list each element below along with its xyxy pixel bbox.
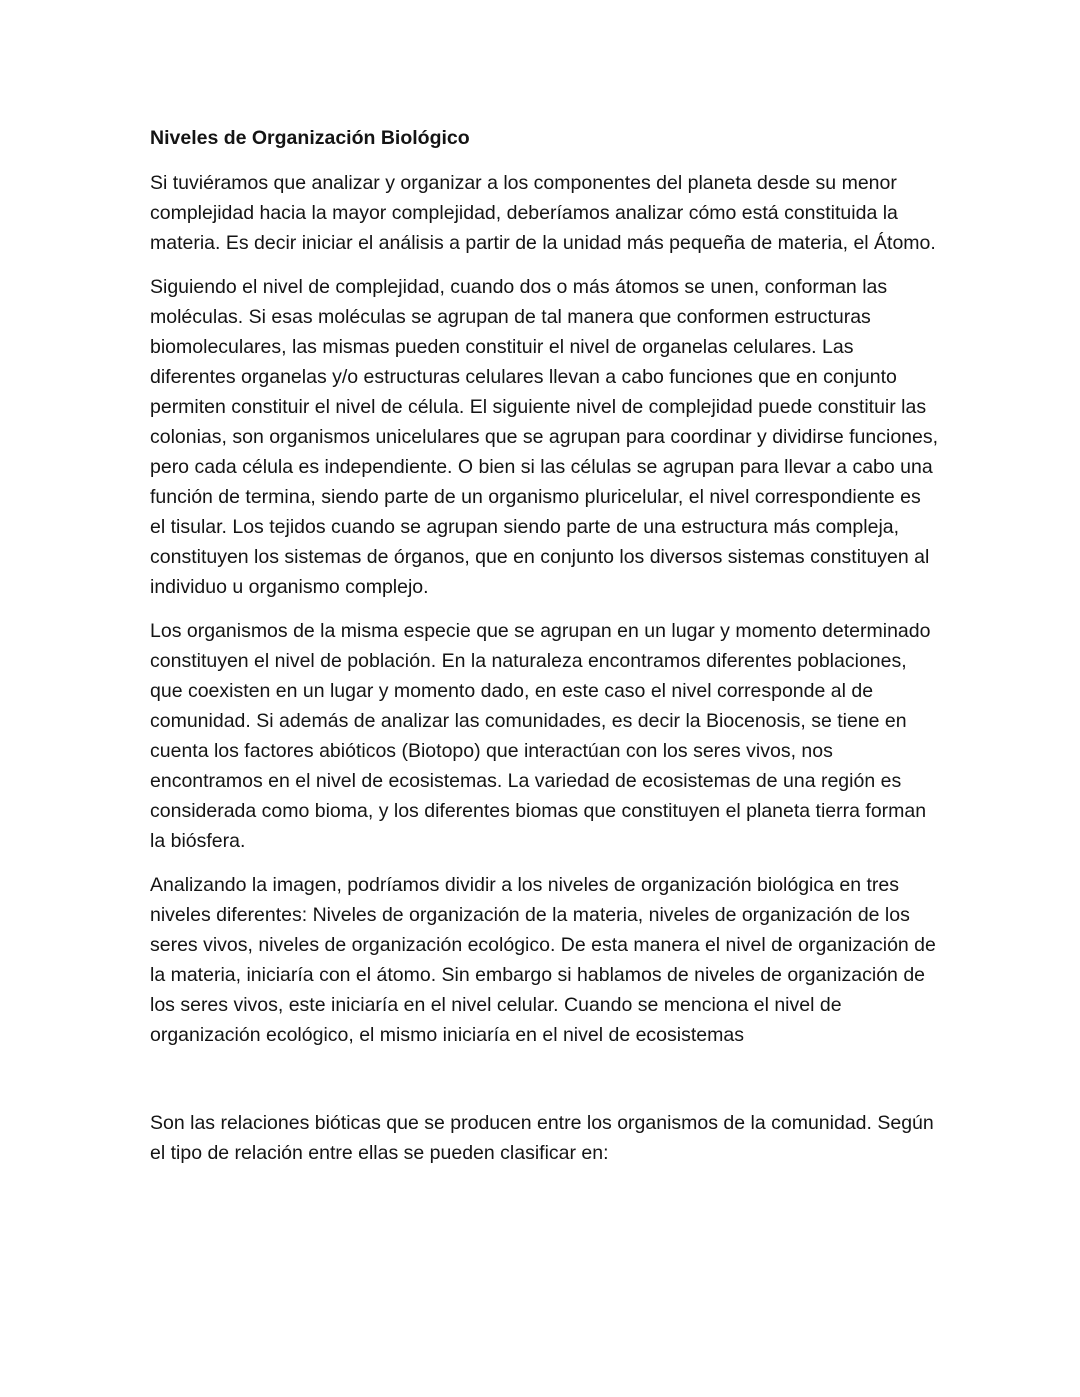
document-page xyxy=(150,124,940,1182)
paragraph-analisis: Analizando la imagen, podríamos dividir a los niveles de organización biológica en tres niveles diferentes: Niveles de organización de la materia, niveles de organización de los seres vivos, niveles de organización ecológico. De esta manera el nivel de organización de la materia, iniciaría con el átomo. Sin embargo si hablamos de niveles de organización de los seres vivos, este iniciaría en el nivel celular. Cuando se menciona el nivel de organización ecológico, el mismo iniciaría en el nivel de ecosistemas xyxy=(150,874,936,1046)
paragraph-poblacion: Los organismos de la misma especie que se agrupan en un lugar y momento determinado constituyen el nivel de población. En la naturaleza encontramos diferentes poblaciones, que coexisten en un lugar y momento dado, en este caso el nivel corresponde al de comunidad. Si además de analizar las comunidades, es decir la Biocenosis, se tiene en cuenta los factores abióticos (Biotopo) que interactúan con los seres vivos, nos encontramos en el nivel de ecosistemas. La variedad de ecosistemas de una región es considerada como bioma, y los diferentes biomas que constituyen el planeta tierra forman la biósfera. xyxy=(150,620,931,852)
paragraph-relaciones: Son las relaciones bióticas que se producen entre los organismos de la comunidad. Según el tipo de relación entre ellas se pueden clasificar en: xyxy=(150,1112,934,1164)
document-title: Niveles de Organización Biológico xyxy=(150,127,470,149)
paragraph-materia: Si tuviéramos que analizar y organizar a los componentes del planeta desde su menor complejidad hacia la mayor complejidad, deberíamos analizar cómo está constituida la materia. Es decir iniciar el análisis a partir de la unidad más pequeña de materia, el Átomo. xyxy=(150,172,936,254)
section-gap xyxy=(150,1064,940,1108)
paragraph-complejidad: Siguiendo el nivel de complejidad, cuando dos o más átomos se unen, conforman las moléculas. Si esas moléculas se agrupan de tal manera que conformen estructuras biomoleculares, las mismas pueden constituir el nivel de organelas celulares. Las diferentes organelas y/o estructuras celulares llevan a cabo funciones que en conjunto permiten constituir el nivel de célula. El siguiente nivel de complejidad puede constituir las colonias, son organismos unicelulares que se agrupan para coordinar y dividirse funciones, pero cada célula es independiente. O bien si las células se agrupan para llevar a cabo una función de termina, siendo parte de un organismo pluricelular, el nivel correspondiente es el tisular. Los tejidos cuando se agrupan siendo parte de una estructura más compleja, constituyen los sistemas de órganos, que en conjunto los diversos sistemas constituyen al individuo u organismo complejo. xyxy=(150,276,939,598)
